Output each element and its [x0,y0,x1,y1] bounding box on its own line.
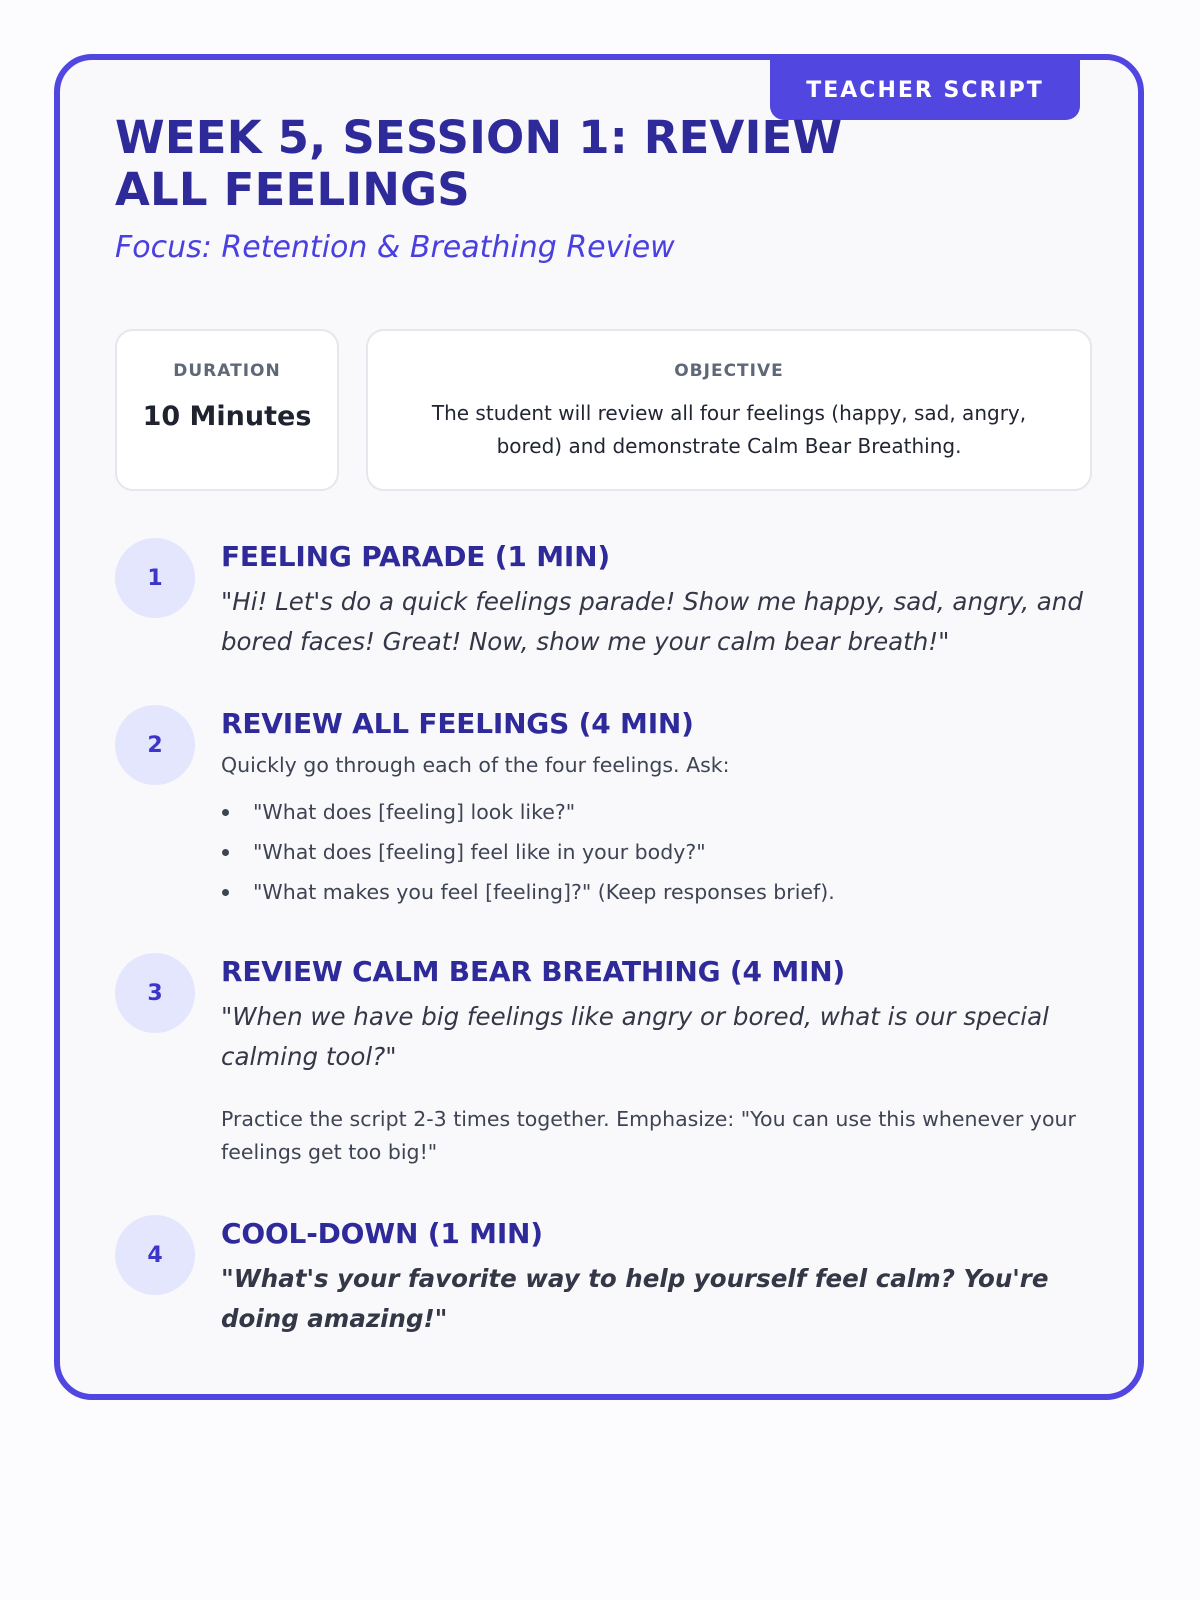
step-title: REVIEW CALM BEAR BREATHING (4 MIN) [221,955,846,988]
teacher-script-badge: TEACHER SCRIPT [770,60,1080,120]
step-title: FEELING PARADE (1 MIN) [221,540,610,573]
list-item [221,832,1091,872]
step-body [221,1215,1091,1339]
list-item-text: "What does [feeling] feel like in your body?" [253,840,706,864]
step-instruction: Quickly go through each of the four feelings. Ask: [221,753,730,777]
list-item [221,872,1091,912]
step-body [221,538,1091,662]
objective-box [366,329,1092,491]
bullet-icon [222,889,229,896]
bullet-icon [222,849,229,856]
step-title: REVIEW ALL FEELINGS (4 MIN) [221,707,694,740]
script-quote: "What's your favorite way to help yourself feel calm? You're doing amazing!" [221,1264,1049,1333]
step-note: Practice the script 2-3 times together. Emphasize: "You can use this whenever your feelings get too big!" [221,1107,1076,1164]
script-quote: "When we have big feelings like angry or bored, what is our special calming tool?" [221,1002,1049,1071]
step-number-badge: 1 [115,538,195,618]
list-item-text: "What makes you feel [feeling]?" (Keep responses brief). [253,880,835,904]
step-number-badge: 4 [115,1215,195,1295]
step-body [221,953,1091,1169]
duration-value: 10 Minutes [142,401,312,432]
objective-label: OBJECTIVE [674,361,784,381]
page-title: WEEK 5, SESSION 1: REVIEW ALL FEELINGS [115,111,843,216]
objective-text: The student will review all four feelings (happy, sad, angry, bored) and demonstrate Calm Bear Breathing. [431,401,1027,458]
duration-box [115,329,339,491]
step-number-badge: 3 [115,953,195,1033]
script-quote: "Hi! Let's do a quick feelings parade! Show me happy, sad, angry, and bored faces! Great! Now, show me your calm bear breath!" [221,587,1083,656]
list-item-text: "What does [feeling] look like?" [253,800,576,824]
duration-label: DURATION [173,361,281,381]
bullet-icon [222,809,229,816]
list-item [221,792,1091,832]
step-title: COOL-DOWN (1 MIN) [221,1217,543,1250]
step-body [221,705,1091,912]
question-list [221,792,1091,912]
step-number-badge: 2 [115,705,195,785]
page-subtitle: Focus: Retention & Breathing Review [115,230,675,265]
